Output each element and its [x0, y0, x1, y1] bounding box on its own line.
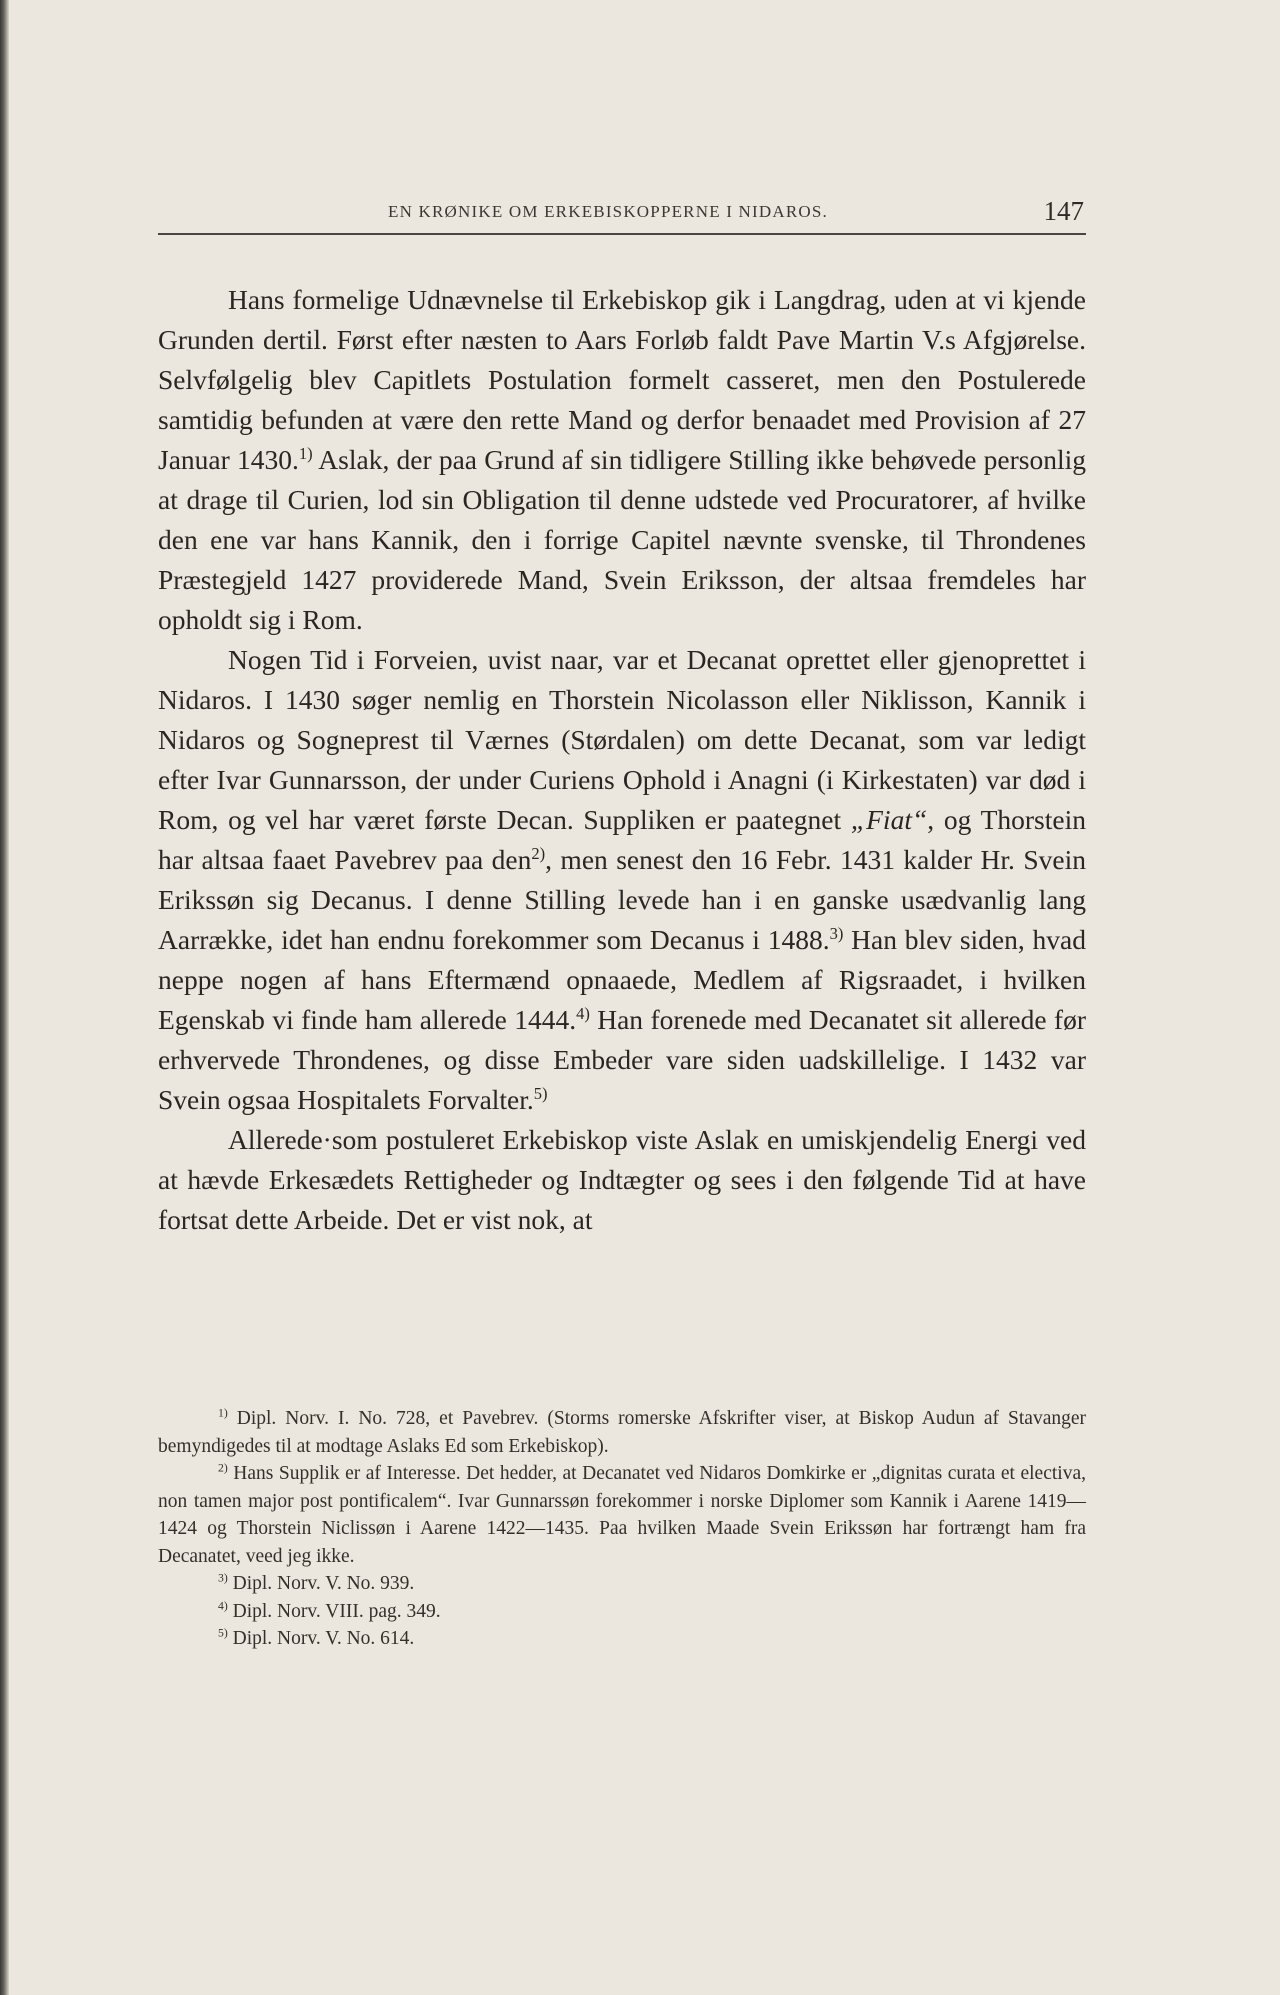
paragraph-text: , og Thorstein har altsaa faaet Pavebrev paa den	[158, 804, 1086, 875]
running-title: EN KRØNIKE OM ERKEBISKOPPERNE I NIDAROS.	[388, 202, 828, 221]
paragraph-text: Aslak, der paa Grund af sin tidligere Stilling ikke behøvede personlig at drage til Curien, lod sin Obligation til denne udstede ved Procuratorer, af hvilke den ene var hans Kannik, den i forrige Capitel nævnte svenske, til Throndenes Præstegjeld 1427 providerede Mand, Svein Eriksson, der altsaa fremdeles har opholdt sig i Rom.	[158, 444, 1087, 635]
paragraph-3	[158, 1120, 1086, 1240]
paragraph-text: Hans formelige Udnævnelse til Erkebiskop gik i Langdrag, uden at vi kjende Grunden dertil. Først efter næsten to Aars Forløb faldt Pave Martin V.s Afgjørelse. Selvfølgelig blev Capitlets Postulation formelt casseret, men den Postulerede samtidig befunden at være den rette Mand og derfor benaadet med Provision af 27 Januar 1430.	[158, 284, 1086, 475]
footnote-text: Dipl. Norv. V. No. 614.	[227, 1628, 415, 1649]
paragraph-text: Allerede·som postuleret Erkebiskop viste Aslak en umiskjendelig Energi ved at hævde Erkesædets Rettigheder og Indtægter og sees i den følgende Tid at have fortsat dette Arbeide. Det er vist nok, at	[158, 1124, 1086, 1235]
footnote-4	[158, 1598, 1086, 1626]
footnote-text: Dipl. Norv. V. No. 939.	[227, 1573, 415, 1594]
footnote-marker: 4)	[218, 1599, 228, 1612]
footnote-ref-5: 5)	[533, 1083, 548, 1103]
footnotes	[158, 1405, 1086, 1653]
header-rule	[158, 233, 1086, 235]
footnote-text: Hans Supplik er af Interesse. Det hedder, at Decanatet ved Nidaros Domkirke er „dignitas curata et electiva, non tamen major post pontificalem“. Ivar Gunnarssøn forekommer i norske Diplomer som Kannik i Aarene 1419—1424 og Thorstein Niclissøn i Aarene 1422—1435. Paa hvilken Maade Svein Erikssøn har fortrængt ham fra Decanatet, veed jeg ikke.	[158, 1463, 1086, 1567]
footnote-1	[158, 1405, 1086, 1460]
paragraph-text: , men senest den 16 Febr. 1431 kalder Hr. Svein Erikssøn sig Decanus. I denne Stilling levede han i en ganske usædvanlig lang Aarrække, idet han endnu forekommer som Decanus i 1488.	[158, 844, 1086, 955]
paragraph-text: Han blev siden, hvad neppe nogen af hans Eftermænd opnaaede, Medlem af Rigsraadet, i hvilken Egenskab vi finde ham allerede 1444.	[158, 924, 1086, 1035]
footnote-marker: 2)	[218, 1461, 228, 1475]
footnote-2	[158, 1460, 1086, 1570]
footnote-ref-3: 3)	[829, 923, 844, 943]
footnote-marker: 1)	[218, 1406, 228, 1420]
footnote-ref-2: 2)	[531, 843, 546, 863]
fiat-quote: „Fiat“	[850, 804, 928, 835]
footnote-text: Dipl. Norv. I. No. 728, et Pavebrev. (Storms romerske Afskrifter viser, at Biskop Audun af Stavanger bemyndigedes til at modtage Aslaks Ed som Erkebiskop).	[158, 1408, 1086, 1457]
paragraph-2	[158, 640, 1086, 1120]
page-number: 147	[1043, 196, 1084, 226]
paragraph-1	[158, 280, 1086, 640]
footnote-5	[158, 1625, 1086, 1653]
footnote-ref-1: 1)	[298, 443, 313, 463]
footnote-text: Dipl. Norv. VIII. pag. 349.	[227, 1600, 441, 1622]
page-edge-shadow	[0, 0, 9, 1995]
footnote-marker: 3)	[218, 1571, 228, 1585]
paragraph-text: Han forenede med Decanatet sit allerede før erhvervede Throndenes, og disse Embeder vare siden uadskillelige. I 1432 var Svein ogsaa Hospitalets Forvalter.	[158, 1004, 1086, 1115]
footnote-ref-4: 4)	[576, 1003, 590, 1023]
paragraph-text: Nogen Tid i Forveien, uvist naar, var et Decanat oprettet eller gjenoprettet i Nidaros. I 1430 søger nemlig en Thorstein Nicolasson eller Niklisson, Kannik i Nidaros og Sogneprest til Værnes (Størdalen) om dette Decanat, som var ledigt efter Ivar Gunnarsson, der under Curiens Ophold i Anagni (i Kirkestaten) var død i Rom, og vel har været første Decan. Suppliken er paategnet	[158, 644, 1086, 835]
body-text	[158, 280, 1086, 1240]
footnote-3	[158, 1570, 1086, 1598]
page-header	[158, 196, 1086, 236]
footnote-marker: 5)	[218, 1626, 228, 1640]
